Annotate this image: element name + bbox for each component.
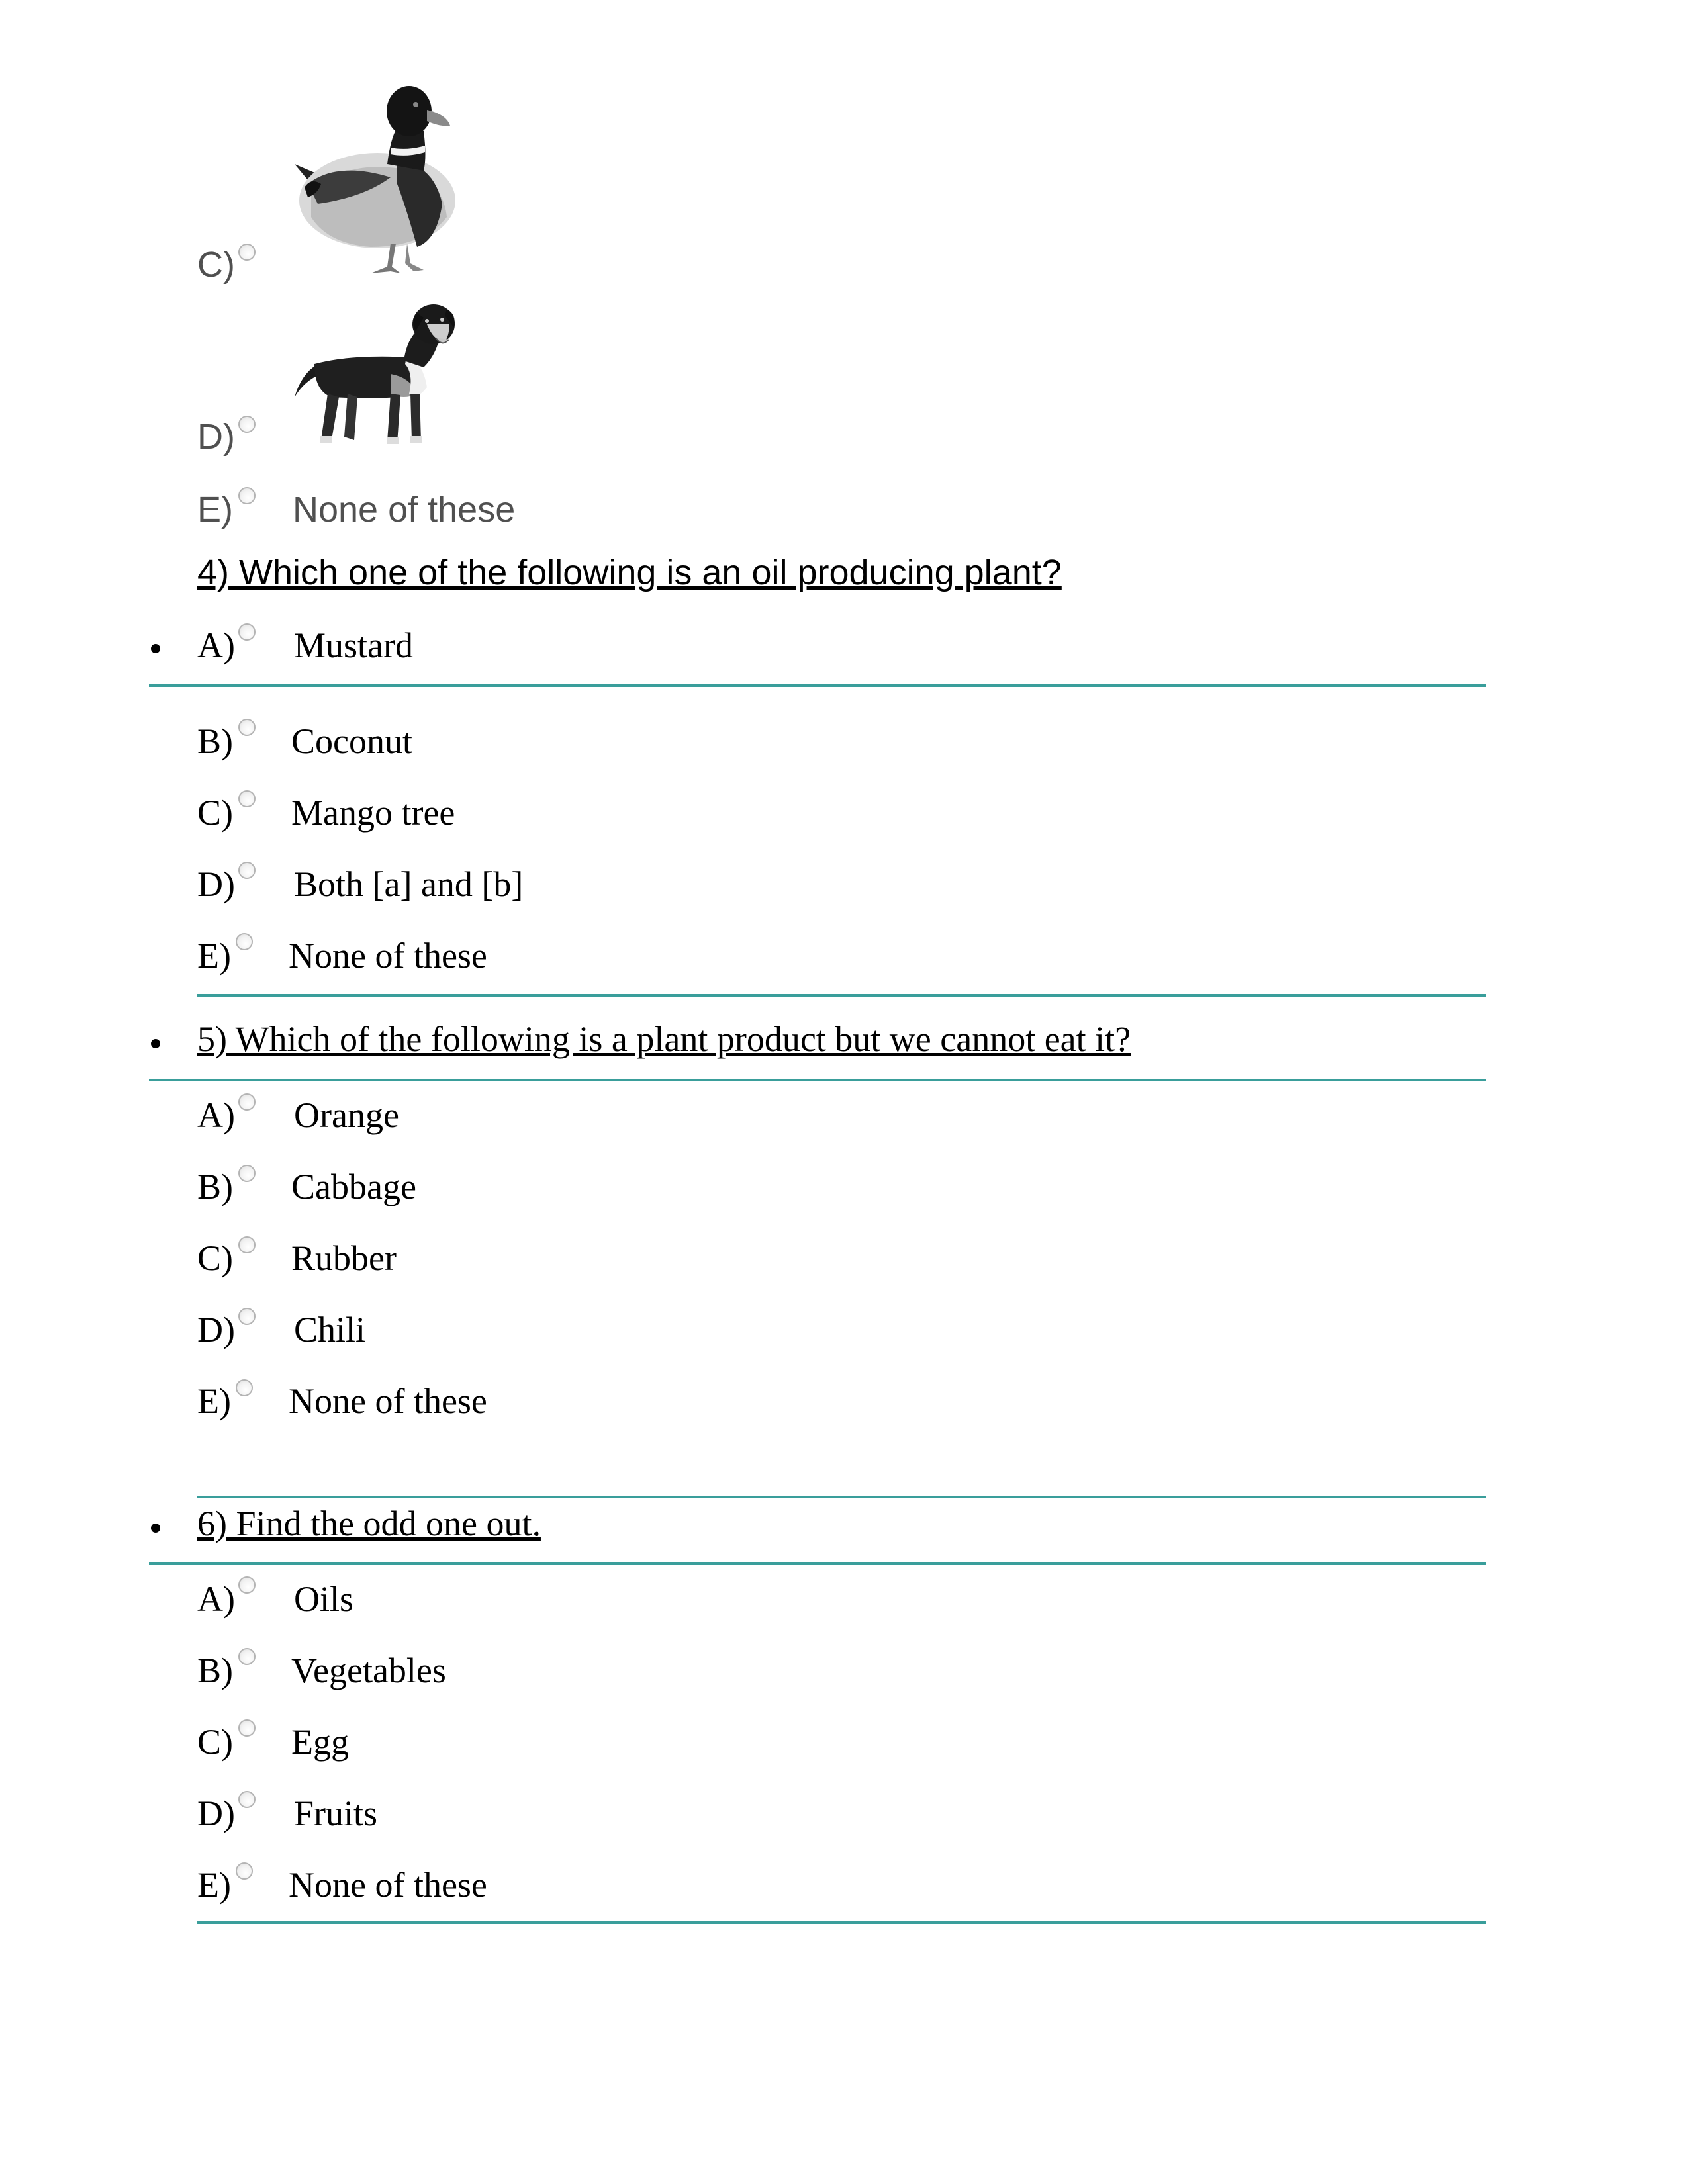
q6-question: 6) Find the odd one out. [197, 1504, 541, 1543]
q5-option-a-letter: A) [197, 1095, 235, 1135]
q5-option-e-radio[interactable] [236, 1379, 253, 1396]
q3-option-e-letter: E) [197, 490, 233, 529]
q6-option-c-radio[interactable] [238, 1719, 256, 1737]
q3-option-c-letter: C) [197, 245, 235, 285]
q4-option-d-text: Both [a] and [b] [294, 864, 524, 904]
q5-option-d-radio[interactable] [238, 1308, 256, 1325]
q3-option-d-radio[interactable] [238, 416, 256, 433]
q3-option-e-radio[interactable] [238, 487, 256, 504]
q5-option-a-radio[interactable] [238, 1093, 256, 1111]
q5-bullet [151, 1039, 160, 1048]
q4-option-d-letter: D) [197, 864, 235, 904]
divider [149, 684, 1486, 687]
q5-question: 5) Which of the following is a plant product but we cannot eat it? [197, 1019, 1131, 1059]
q4-option-a-letter: A) [197, 625, 235, 665]
q4-option-b-letter: B) [197, 721, 233, 761]
divider [149, 1562, 1486, 1565]
q5-option-d-letter: D) [197, 1310, 235, 1349]
q4-option-a-radio[interactable] [238, 623, 256, 641]
q5-option-b-radio[interactable] [238, 1165, 256, 1182]
q4-option-b-text: Coconut [291, 721, 412, 761]
q5-option-e-text: None of these [289, 1381, 487, 1421]
q4-bullet [151, 644, 160, 653]
q4-option-e-radio[interactable] [236, 933, 253, 950]
divider [197, 1496, 1486, 1498]
q6-option-e-letter: E) [197, 1865, 231, 1905]
q5-option-b-text: Cabbage [291, 1167, 416, 1206]
q3-option-e-text: None of these [293, 490, 516, 529]
q5-option-c-radio[interactable] [238, 1236, 256, 1253]
q4-option-d-radio[interactable] [238, 862, 256, 879]
q5-option-b-letter: B) [197, 1167, 233, 1206]
q6-bullet [151, 1524, 160, 1533]
q6-option-a-text: Oils [294, 1579, 354, 1619]
duck-image[interactable] [291, 85, 463, 277]
q6-option-d-radio[interactable] [238, 1791, 256, 1808]
q4-option-e-letter: E) [197, 936, 231, 976]
divider [197, 1921, 1486, 1924]
q5-option-c-letter: C) [197, 1238, 233, 1278]
divider [149, 1079, 1486, 1081]
q5-option-a-text: Orange [294, 1095, 399, 1135]
q4-option-c-radio[interactable] [238, 790, 256, 807]
q3-option-d-letter: D) [197, 417, 235, 457]
q5-option-e-letter: E) [197, 1381, 231, 1421]
q6-option-e-text: None of these [289, 1865, 487, 1905]
q6-option-c-letter: C) [197, 1722, 233, 1762]
dog-image[interactable] [291, 301, 463, 453]
q4-option-a-text: Mustard [294, 625, 413, 665]
q6-option-d-text: Fruits [294, 1794, 378, 1833]
q6-option-d-letter: D) [197, 1794, 235, 1833]
q4-option-e-text: None of these [289, 936, 487, 976]
divider [197, 994, 1486, 997]
q5-option-d-text: Chili [294, 1310, 366, 1349]
q6-option-a-radio[interactable] [238, 1576, 256, 1594]
q6-option-b-radio[interactable] [238, 1648, 256, 1665]
q6-option-a-letter: A) [197, 1579, 235, 1619]
q6-option-c-text: Egg [291, 1722, 349, 1762]
q4-option-c-letter: C) [197, 793, 233, 833]
q4-option-b-radio[interactable] [238, 719, 256, 736]
q6-option-b-text: Vegetables [291, 1651, 446, 1690]
q5-option-c-text: Rubber [291, 1238, 397, 1278]
q6-option-b-letter: B) [197, 1651, 233, 1690]
q3-option-c-radio[interactable] [238, 244, 256, 261]
q4-option-c-text: Mango tree [291, 793, 455, 833]
q6-option-e-radio[interactable] [236, 1862, 253, 1880]
q4-question: 4) Which one of the following is an oil producing plant? [197, 553, 1062, 592]
